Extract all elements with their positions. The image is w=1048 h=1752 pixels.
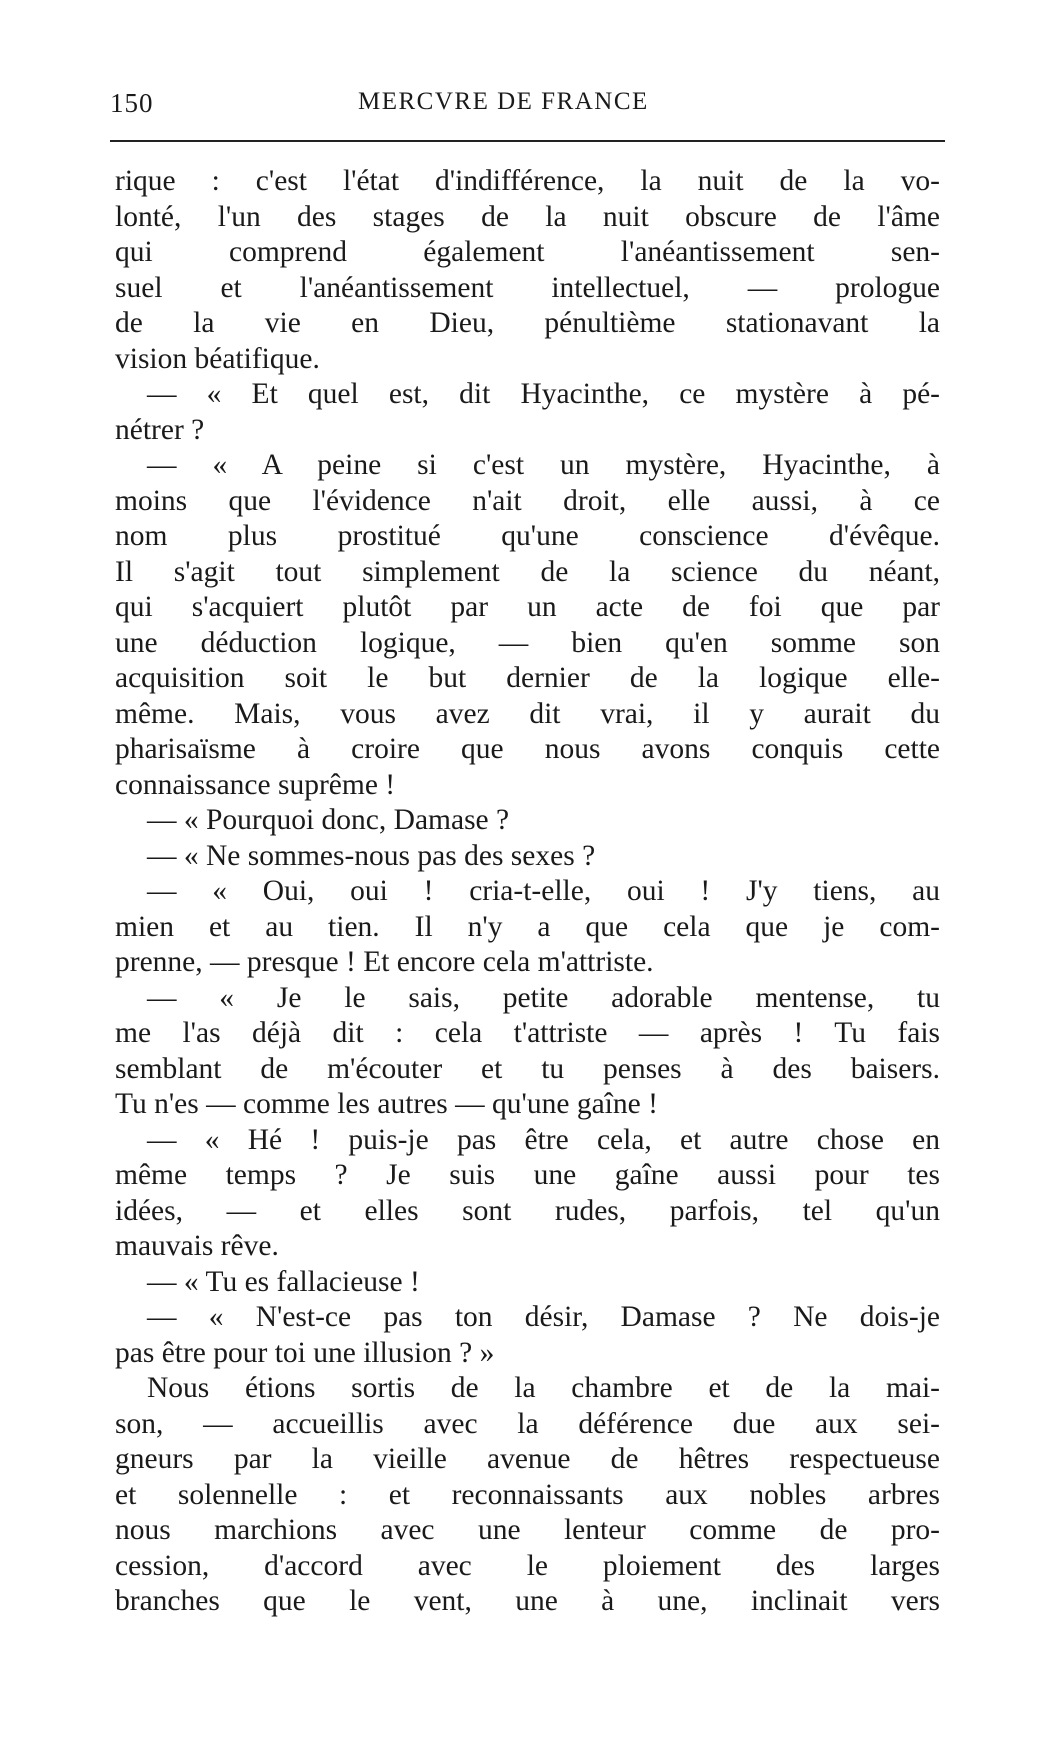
- text-line: — « A peine si c'est un mystère, Hyacinthe, à: [147, 449, 940, 481]
- text-line: — « Hé ! puis-je pas être cela, et autre chose en: [147, 1123, 940, 1156]
- text-line: prenne, — presque ! Et encore cela m'attriste.: [115, 946, 654, 978]
- text-line: gneurs par la vieille avenue de hêtres respectueuse: [115, 1443, 940, 1475]
- text-line: mien et au tien. Il n'y a que cela que je com-: [115, 910, 940, 943]
- text-line: de la vie en Dieu, pénultième stationavant la: [115, 307, 940, 339]
- text-line: Tu n'es — comme les autres — qu'une gaîne !: [115, 1088, 658, 1120]
- text-line: qui comprend également l'anéantissement sen-: [115, 236, 940, 268]
- text-line: mauvais rêve.: [115, 1230, 279, 1262]
- body-text: [115, 164, 940, 1620]
- text-line: — « Tu es fallacieuse !: [147, 1265, 420, 1298]
- journal-title: MERCVRE DE FRANCE: [358, 88, 649, 115]
- text-line: — « N'est-ce pas ton désir, Damase ? Ne dois-je: [147, 1301, 940, 1333]
- text-line: même temps ? Je suis une gaîne aussi pour tes: [115, 1159, 940, 1191]
- text-line: acquisition soit le but dernier de la logique elle-: [115, 662, 940, 694]
- text-line: et solennelle : et reconnaissants aux nobles arbres: [115, 1478, 940, 1511]
- text-line: même. Mais, vous avez dit vrai, il y aurait du: [115, 697, 940, 730]
- text-line: semblant de m'écouter et tu penses à des baisers.: [115, 1052, 940, 1085]
- text-line: moins que l'évidence n'ait droit, elle aussi, à ce: [115, 484, 940, 517]
- text-line: Il s'agit tout simplement de la science du néant,: [115, 555, 940, 588]
- text-line: nom plus prostitué qu'une conscience d'évêque.: [115, 520, 940, 552]
- text-line: Nous étions sortis de la chambre et de la mai-: [147, 1372, 940, 1404]
- text-line: une déduction logique, — bien qu'en somme son: [115, 626, 940, 659]
- text-line: nétrer ?: [115, 413, 205, 446]
- text-line: — « Et quel est, dit Hyacinthe, ce mystère à pé-: [147, 378, 940, 410]
- text-line: son, — accueillis avec la déférence due aux sei-: [115, 1407, 940, 1440]
- header-rule: [110, 140, 945, 142]
- text-line: vision béatifique.: [115, 342, 320, 375]
- text-line: qui s'acquiert plutôt par un acte de foi que par: [115, 591, 940, 623]
- running-head: [110, 88, 945, 128]
- text-line: nous marchions avec une lenteur comme de pro-: [115, 1514, 940, 1546]
- text-line: lonté, l'un des stages de la nuit obscure de l'âme: [115, 200, 940, 233]
- text-line: me l'as déjà dit : cela t'attriste — après ! Tu fais: [115, 1017, 940, 1049]
- text-line: rique : c'est l'état d'indifférence, la nuit de la vo-: [115, 165, 940, 197]
- text-line: cession, d'accord avec le ploiement des larges: [115, 1549, 940, 1582]
- text-line: suel et l'anéantissement intellectuel, — prologue: [115, 271, 940, 304]
- text-line: — « Oui, oui ! cria-t-elle, oui ! J'y tiens, au: [147, 875, 940, 907]
- text-line: idées, — et elles sont rudes, parfois, tel qu'un: [115, 1194, 940, 1227]
- text-line: — « Ne sommes-nous pas des sexes ?: [147, 839, 596, 872]
- text-line: pharisaïsme à croire que nous avons conquis cette: [115, 733, 940, 765]
- text-line: — « Je le sais, petite adorable mentense, tu: [147, 981, 940, 1014]
- text-line: connaissance suprême !: [115, 768, 396, 801]
- text-line: pas être pour toi une illusion ? »: [115, 1336, 495, 1369]
- page-number: 150: [110, 88, 154, 118]
- text-line: — « Pourquoi donc, Damase ?: [147, 804, 510, 836]
- text-line: branches que le vent, une à une, inclinait vers: [115, 1585, 940, 1617]
